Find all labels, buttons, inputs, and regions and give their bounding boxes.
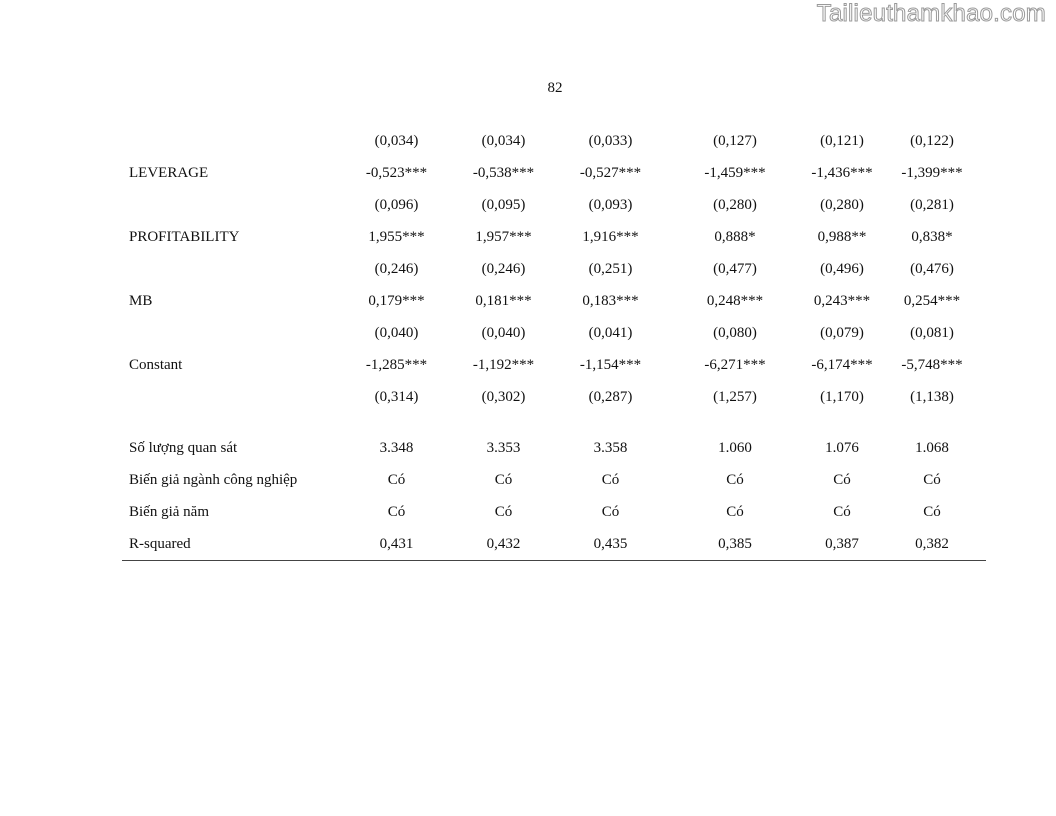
table-cell: (0,093) <box>588 196 633 213</box>
table-cell: 0,254*** <box>903 292 961 309</box>
row-label: PROFITABILITY <box>129 228 240 245</box>
table-cell: (0,081) <box>910 324 954 341</box>
regression-table <box>122 125 986 561</box>
table-cell: -6,174*** <box>811 356 873 373</box>
row-label <box>122 253 343 285</box>
table-cell: (0,127) <box>713 132 757 149</box>
table-cell: Có <box>726 503 744 520</box>
table-cell: 1,955*** <box>368 228 425 245</box>
table-cell: (0,476) <box>910 260 954 277</box>
table-cell: -5,748*** <box>901 356 963 373</box>
table-cell: -0,538*** <box>472 164 535 181</box>
table-cell: 0,435 <box>557 528 664 561</box>
row-label <box>122 381 343 413</box>
table-cell: (0,034) <box>481 132 526 149</box>
summary-row <box>122 528 986 561</box>
table-cell: 3.358 <box>593 439 628 456</box>
table-cell: -6,271*** <box>704 356 766 373</box>
table-cell: (0,080) <box>713 324 757 341</box>
table-row <box>122 157 986 189</box>
table-cell: (0,096) <box>374 196 419 213</box>
table-cell: -1,285*** <box>365 356 428 373</box>
watermark-text: Tailieuthamkhao.com <box>816 0 1046 27</box>
table-cell: (0,281) <box>910 196 954 213</box>
table-cell: Có <box>923 471 941 488</box>
table-row <box>122 317 986 349</box>
table-cell: 0,387 <box>806 528 878 561</box>
table-cell: (0,314) <box>374 388 419 405</box>
table-cell: 0,432 <box>450 528 557 561</box>
table-cell: (0,079) <box>820 324 864 341</box>
table-cell: (1,257) <box>713 388 757 405</box>
table-cell: -0,523*** <box>365 164 428 181</box>
table-cell: 0,181*** <box>475 292 532 309</box>
row-label: LEVERAGE <box>129 164 209 181</box>
table-cell: (0,287) <box>588 388 633 405</box>
table-cell: 0,382 <box>878 528 986 561</box>
table-cell: Có <box>387 503 406 520</box>
table-cell: Có <box>601 471 620 488</box>
table-cell: -1,154*** <box>579 356 642 373</box>
table-cell: (0,040) <box>374 324 419 341</box>
table-cell: -1,192*** <box>472 356 535 373</box>
row-label: R-squared <box>122 528 343 561</box>
row-label: Biến giả ngành công nghiệp <box>129 471 298 488</box>
table-cell: 0,385 <box>664 528 806 561</box>
row-label: Constant <box>129 356 183 373</box>
table-cell: (0,246) <box>374 260 419 277</box>
table-row <box>122 285 986 317</box>
table-cell: (0,122) <box>910 132 954 149</box>
table-cell: 0,248*** <box>706 292 764 309</box>
table-cell: (0,041) <box>588 324 633 341</box>
table-cell: 0,888* <box>714 228 756 245</box>
table-cell: (0,033) <box>588 132 633 149</box>
table-cell: (0,280) <box>820 196 864 213</box>
table-cell: (0,040) <box>481 324 526 341</box>
coefficient-rows <box>122 125 986 561</box>
table-row <box>122 189 986 221</box>
table-cell: Có <box>494 503 513 520</box>
table-cell: (0,246) <box>481 260 526 277</box>
table-cell: Có <box>387 471 406 488</box>
summary-row <box>122 432 986 464</box>
table-cell: 1,916*** <box>582 228 639 245</box>
table-cell: Có <box>726 471 744 488</box>
table-cell: Có <box>494 471 513 488</box>
summary-row <box>122 496 986 528</box>
table-cell: -1,399*** <box>901 164 963 181</box>
summary-row <box>122 464 986 496</box>
row-label: Số lượng quan sát <box>129 439 238 456</box>
table-cell: 0,183*** <box>582 292 639 309</box>
table-cell: 0,838* <box>911 228 953 245</box>
table-cell: (0,280) <box>713 196 757 213</box>
table-cell: 0,988** <box>817 228 867 245</box>
table-cell: 1.068 <box>915 439 949 456</box>
table-cell: 0,243*** <box>813 292 871 309</box>
page-number: 82 <box>547 80 563 96</box>
table-row <box>122 381 986 413</box>
table-row <box>122 125 986 157</box>
table-row <box>122 253 986 285</box>
table-cell: (1,138) <box>910 388 954 405</box>
table-cell: (0,496) <box>820 260 864 277</box>
table-cell: Có <box>601 503 620 520</box>
table-cell: (0,302) <box>481 388 526 405</box>
table-cell: (1,170) <box>820 388 864 405</box>
table-cell: Có <box>833 471 851 488</box>
table-cell: (0,251) <box>588 260 633 277</box>
table-cell: -0,527*** <box>579 164 642 181</box>
table-cell: Có <box>833 503 851 520</box>
table-cell: 3.353 <box>486 439 521 456</box>
spacer-cell <box>122 413 986 432</box>
row-label <box>122 317 343 349</box>
table-spacer-row <box>122 413 986 432</box>
table-cell: (0,095) <box>481 196 526 213</box>
row-label <box>122 125 343 157</box>
table-cell: (0,034) <box>374 132 419 149</box>
table-cell: (0,477) <box>713 260 757 277</box>
table-cell: -1,459*** <box>704 164 766 181</box>
table-cell: -1,436*** <box>811 164 873 181</box>
row-label: MB <box>129 292 153 309</box>
table-cell: 1,957*** <box>475 228 532 245</box>
table-cell: 0,431 <box>343 528 450 561</box>
row-label: Biến giả năm <box>129 503 209 520</box>
table-cell: Có <box>923 503 941 520</box>
table-cell: 1.060 <box>718 439 752 456</box>
table-row <box>122 221 986 253</box>
table-cell: 1.076 <box>825 439 859 456</box>
table-cell: (0,121) <box>820 132 864 149</box>
row-label <box>122 189 343 221</box>
table-cell: 0,179*** <box>368 292 425 309</box>
table-row <box>122 349 986 381</box>
table-cell: 3.348 <box>379 439 414 456</box>
